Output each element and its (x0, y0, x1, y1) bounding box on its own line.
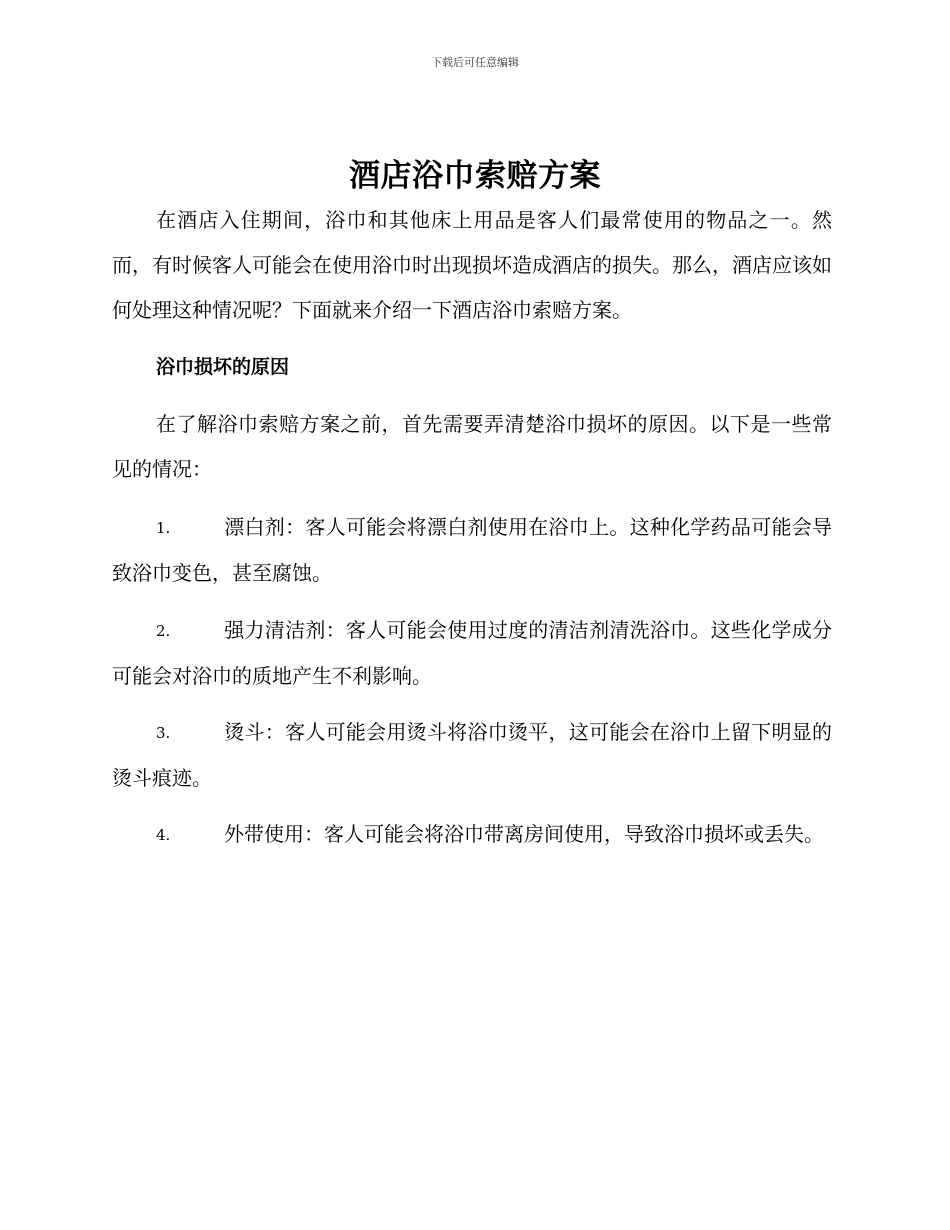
page-header-note: 下载后可任意编辑 (431, 56, 519, 69)
list-item-text: 烫斗：客人可能会用烫斗将浴巾烫平，这可能会在浴巾上留下明显的烫斗痕迹。 (112, 720, 832, 790)
list-item (112, 812, 832, 858)
section-intro-paragraph: 在了解浴巾索赔方案之前，首先需要弄清楚浴巾损坏的原因。以下是一些常见的情况： (112, 412, 832, 481)
section-heading: 浴巾损坏的原因 (156, 356, 290, 378)
document-title: 酒店浴巾索赔方案 (349, 158, 601, 194)
list-item (112, 710, 832, 801)
list-item-text: 漂白剂：客人可能会将漂白剂使用在浴巾上。这种化学药品可能会导致浴巾变色，甚至腐蚀。 (112, 515, 832, 585)
intro-paragraph: 在酒店入住期间，浴巾和其他床上用品是客人们最常使用的物品之一。然而，有时候客人可能会在使用浴巾时出现损坏造成酒店的损失。那么，酒店应该如何处理这种情况呢？下面就来介绍一下酒店浴巾索赔方案。 (112, 208, 832, 322)
list-item-text: 外带使用：客人可能会将浴巾带离房间使用，导致浴巾损坏或丢失。 (224, 822, 824, 846)
list-item-number: 1. (156, 519, 171, 537)
list-item-number: 4. (156, 826, 171, 844)
list-item-text: 强力清洁剂：客人可能会使用过度的清洁剂清洗浴巾。这些化学成分可能会对浴巾的质地产生不利影响。 (112, 618, 832, 688)
list-item-number: 2. (156, 622, 171, 640)
list-item (112, 505, 832, 596)
list-item (112, 608, 832, 699)
list-item-number: 3. (156, 724, 171, 742)
